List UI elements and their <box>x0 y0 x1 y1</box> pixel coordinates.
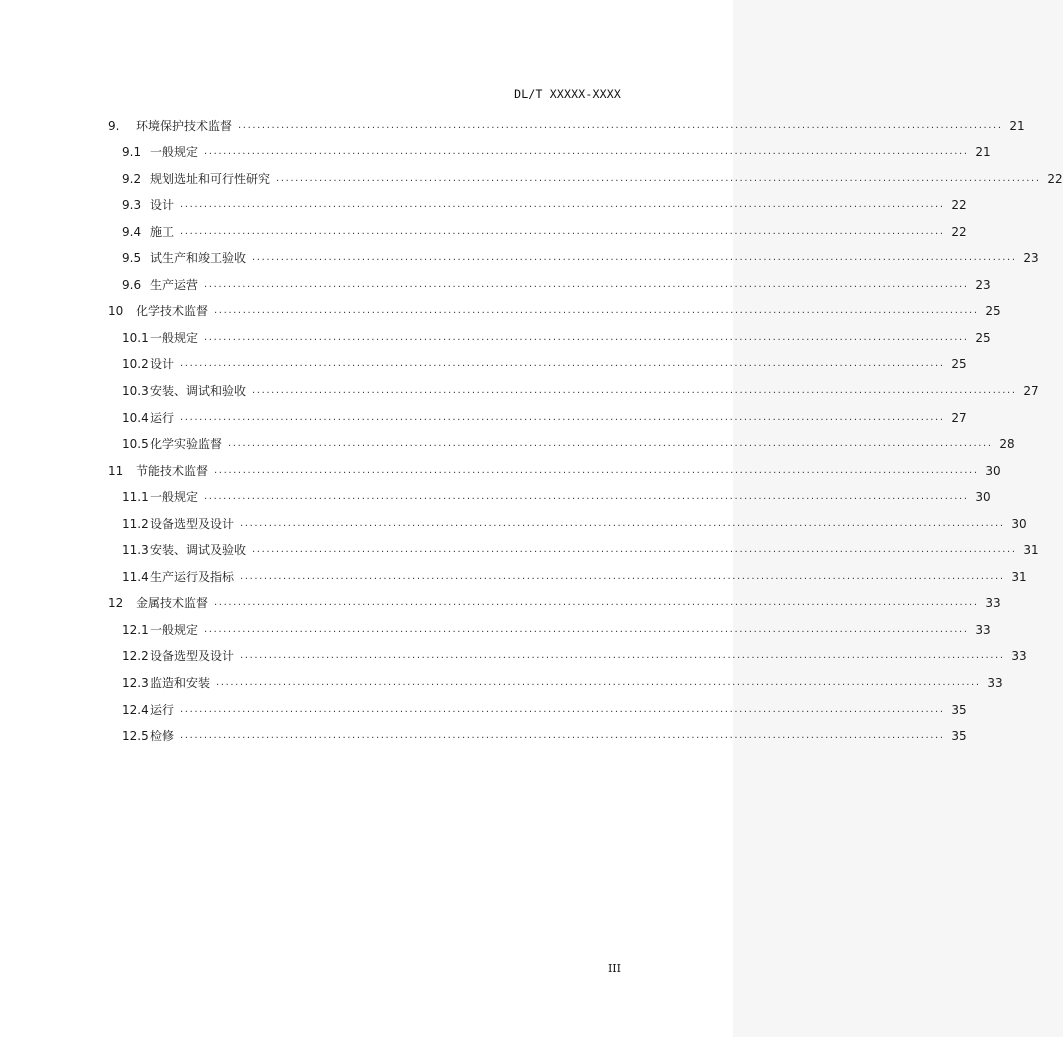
toc-leader-dots: ................................................................................................................................................................ <box>214 305 979 317</box>
toc-entry-number: 12 <box>108 596 124 611</box>
toc-entry[interactable] <box>108 610 991 637</box>
toc-entry-page: 35 <box>951 729 967 744</box>
toc-entry-page: 21 <box>975 145 991 160</box>
toc-leader-dots: ................................................................................................................................................................ <box>252 544 1017 556</box>
toc-entry[interactable] <box>108 504 1027 531</box>
toc-entry-page: 25 <box>951 357 967 372</box>
toc-leader-dots: ................................................................................................................................................................ <box>204 491 969 503</box>
toc-entry-page: 27 <box>951 410 967 425</box>
toc-entry-number: 12.3 <box>122 676 149 691</box>
toc-entry-number: 10 <box>108 304 124 319</box>
toc-entry-page: 22 <box>951 224 967 239</box>
toc-entry-label <box>108 596 210 610</box>
toc-entry-title: 施工 <box>150 224 175 239</box>
toc-entry[interactable] <box>108 106 1025 133</box>
toc-entry-number: 9.3 <box>122 198 142 213</box>
toc-entry-label <box>122 676 212 690</box>
toc-entry[interactable] <box>108 345 967 372</box>
toc-entry-label <box>122 331 200 345</box>
toc-entry-number: 9. <box>108 118 120 133</box>
toc-entry[interactable] <box>108 398 967 425</box>
toc-entry[interactable] <box>108 292 1001 319</box>
toc-entry-title: 运行 <box>150 410 175 425</box>
toc-leader-dots: ................................................................................................................................................................ <box>240 517 1005 529</box>
toc-leader-dots: ................................................................................................................................................................ <box>214 464 979 476</box>
toc-leader-dots: ................................................................................................................................................................ <box>240 650 1005 662</box>
toc-entry-label <box>122 543 248 557</box>
toc-entry[interactable] <box>108 584 1001 611</box>
toc-entry-number: 10.4 <box>122 410 149 425</box>
toc-entry-label <box>122 570 236 584</box>
toc-entry-page: 33 <box>987 676 1003 691</box>
document-code: DL/T XXXXX-XXXX <box>514 87 621 101</box>
toc-entry[interactable] <box>108 186 967 213</box>
toc-entry-title: 化学实验监督 <box>150 437 223 452</box>
toc-leader-dots: ................................................................................................................................................................ <box>180 199 945 211</box>
toc-entry-title: 检修 <box>150 729 175 744</box>
toc-entry-number: 9.4 <box>122 224 142 239</box>
toc-entry-title: 生产运营 <box>150 277 199 292</box>
toc-entry-title: 化学技术监督 <box>136 304 209 319</box>
toc-entry-page: 21 <box>1009 118 1025 133</box>
toc-entry-title: 安装、调试和验收 <box>150 384 247 399</box>
toc-entry-label <box>122 623 200 637</box>
toc-entry-label <box>122 384 248 398</box>
toc-entry-number: 12.4 <box>122 702 149 717</box>
toc-entry[interactable] <box>108 159 1063 186</box>
toc-entry[interactable] <box>108 478 991 505</box>
toc-entry-page: 30 <box>985 463 1001 478</box>
toc-leader-dots: ................................................................................................................................................................ <box>276 172 1041 184</box>
toc-leader-dots: ................................................................................................................................................................ <box>252 252 1017 264</box>
toc-entry[interactable] <box>108 265 991 292</box>
toc-entry-page: 35 <box>951 702 967 717</box>
toc-entry[interactable] <box>108 717 967 744</box>
toc-entry-number: 10.3 <box>122 384 149 399</box>
toc-entry-number: 11.3 <box>122 543 149 558</box>
toc-entry[interactable] <box>108 531 1039 558</box>
toc-leader-dots: ................................................................................................................................................................ <box>204 278 969 290</box>
toc-entry-page: 30 <box>1011 516 1027 531</box>
toc-entry-label <box>108 119 234 133</box>
toc-entry[interactable] <box>108 239 1039 266</box>
toc-entry-title: 试生产和竣工验收 <box>150 251 247 266</box>
toc-entry-page: 33 <box>1011 649 1027 664</box>
toc-entry-page: 23 <box>975 277 991 292</box>
toc-leader-dots: ................................................................................................................................................................ <box>228 438 993 450</box>
toc-entry-number: 12.1 <box>122 622 149 637</box>
toc-entry-number: 10.5 <box>122 437 149 452</box>
toc-entry-title: 规划选址和可行性研究 <box>150 171 271 186</box>
toc-entry-label <box>122 729 176 743</box>
toc-entry-number: 10.2 <box>122 357 149 372</box>
toc-entry-number: 9.6 <box>122 277 142 292</box>
toc-entry-page: 28 <box>999 437 1015 452</box>
toc-entry-label <box>122 649 236 663</box>
toc-entry-label <box>122 411 176 425</box>
toc-leader-dots: ................................................................................................................................................................ <box>204 623 969 635</box>
toc-entry-title: 安装、调试及验收 <box>150 543 247 558</box>
toc-entry-title: 运行 <box>150 702 175 717</box>
toc-entry[interactable] <box>108 663 1003 691</box>
toc-entry[interactable] <box>108 425 1015 452</box>
toc-leader-dots: ................................................................................................................................................................ <box>214 597 979 609</box>
toc-entry-page: 25 <box>985 304 1001 319</box>
toc-entry-page: 31 <box>1011 569 1027 584</box>
toc-entry-number: 11 <box>108 463 124 478</box>
toc-entry[interactable] <box>108 451 1001 478</box>
toc-leader-dots: ................................................................................................................................................................ <box>180 225 945 237</box>
toc-entry[interactable] <box>108 133 991 160</box>
toc-entry-title: 一般规定 <box>150 145 199 160</box>
toc-entry-label <box>122 490 200 504</box>
toc-entry-title: 设计 <box>150 357 175 372</box>
toc-entry[interactable] <box>108 212 967 239</box>
toc-leader-dots: ................................................................................................................................................................ <box>238 119 1003 131</box>
toc-entry-title: 节能技术监督 <box>136 463 209 478</box>
table-of-contents <box>108 106 1063 744</box>
toc-leader-dots: ................................................................................................................................................................ <box>252 385 1017 397</box>
toc-entry-label <box>108 464 210 478</box>
toc-entry-label <box>122 517 236 531</box>
toc-entry-number: 11.1 <box>122 490 149 505</box>
toc-entry-title: 一般规定 <box>150 330 199 345</box>
toc-entry-label <box>122 437 224 451</box>
toc-entry-title: 生产运行及指标 <box>150 569 235 584</box>
toc-entry-page: 27 <box>1023 384 1039 399</box>
toc-entry[interactable] <box>108 557 1027 584</box>
toc-entry-number: 11.4 <box>122 569 149 584</box>
toc-entry-number: 12.5 <box>122 729 149 744</box>
toc-entry-label <box>122 278 200 292</box>
toc-leader-dots: ................................................................................................................................................................ <box>180 358 945 370</box>
toc-entry-page: 25 <box>975 330 991 345</box>
toc-entry-label <box>122 225 176 239</box>
toc-leader-dots: ................................................................................................................................................................ <box>216 677 981 689</box>
toc-entry-title: 设计 <box>150 198 175 213</box>
toc-entry-page: 30 <box>975 490 991 505</box>
toc-entry-label <box>122 251 248 265</box>
toc-entry-label <box>122 172 272 186</box>
toc-entry-number: 10.1 <box>122 330 149 345</box>
toc-entry-page: 23 <box>1023 251 1039 266</box>
toc-entry[interactable] <box>108 318 991 345</box>
toc-entry-title: 设备选型及设计 <box>150 516 235 531</box>
toc-entry-page: 33 <box>975 622 991 637</box>
toc-leader-dots: ................................................................................................................................................................ <box>204 331 969 343</box>
toc-entry-page: 22 <box>951 198 967 213</box>
toc-entry-label <box>108 304 210 318</box>
toc-entry[interactable] <box>108 690 967 717</box>
toc-leader-dots: ................................................................................................................................................................ <box>180 703 945 715</box>
page-number: III <box>607 962 621 975</box>
toc-leader-dots: ................................................................................................................................................................ <box>204 146 969 158</box>
toc-leader-dots: ................................................................................................................................................................ <box>240 570 1005 582</box>
toc-entry-page: 22 <box>1047 171 1063 186</box>
toc-entry-title: 环境保护技术监督 <box>136 118 233 133</box>
toc-entry-label <box>122 357 176 371</box>
toc-entry-number: 11.2 <box>122 516 149 531</box>
toc-entry-label <box>122 198 176 212</box>
toc-entry-number: 9.5 <box>122 251 142 266</box>
toc-entry-title: 一般规定 <box>150 490 199 505</box>
toc-leader-dots: ................................................................................................................................................................ <box>180 411 945 423</box>
toc-entry-page: 31 <box>1023 543 1039 558</box>
toc-entry-title: 监造和安装 <box>150 676 211 691</box>
toc-entry-number: 9.2 <box>122 171 142 186</box>
toc-entry-title: 一般规定 <box>150 622 199 637</box>
toc-entry[interactable] <box>108 637 1027 664</box>
toc-entry-title: 设备选型及设计 <box>150 649 235 664</box>
toc-entry-label <box>122 145 200 159</box>
toc-entry-page: 33 <box>985 596 1001 611</box>
toc-entry-number: 12.2 <box>122 649 149 664</box>
toc-leader-dots: ................................................................................................................................................................ <box>180 730 945 742</box>
toc-entry-label <box>122 703 176 717</box>
toc-entry-title: 金属技术监督 <box>136 596 209 611</box>
toc-entry[interactable] <box>108 371 1039 399</box>
toc-entry-number: 9.1 <box>122 145 142 160</box>
